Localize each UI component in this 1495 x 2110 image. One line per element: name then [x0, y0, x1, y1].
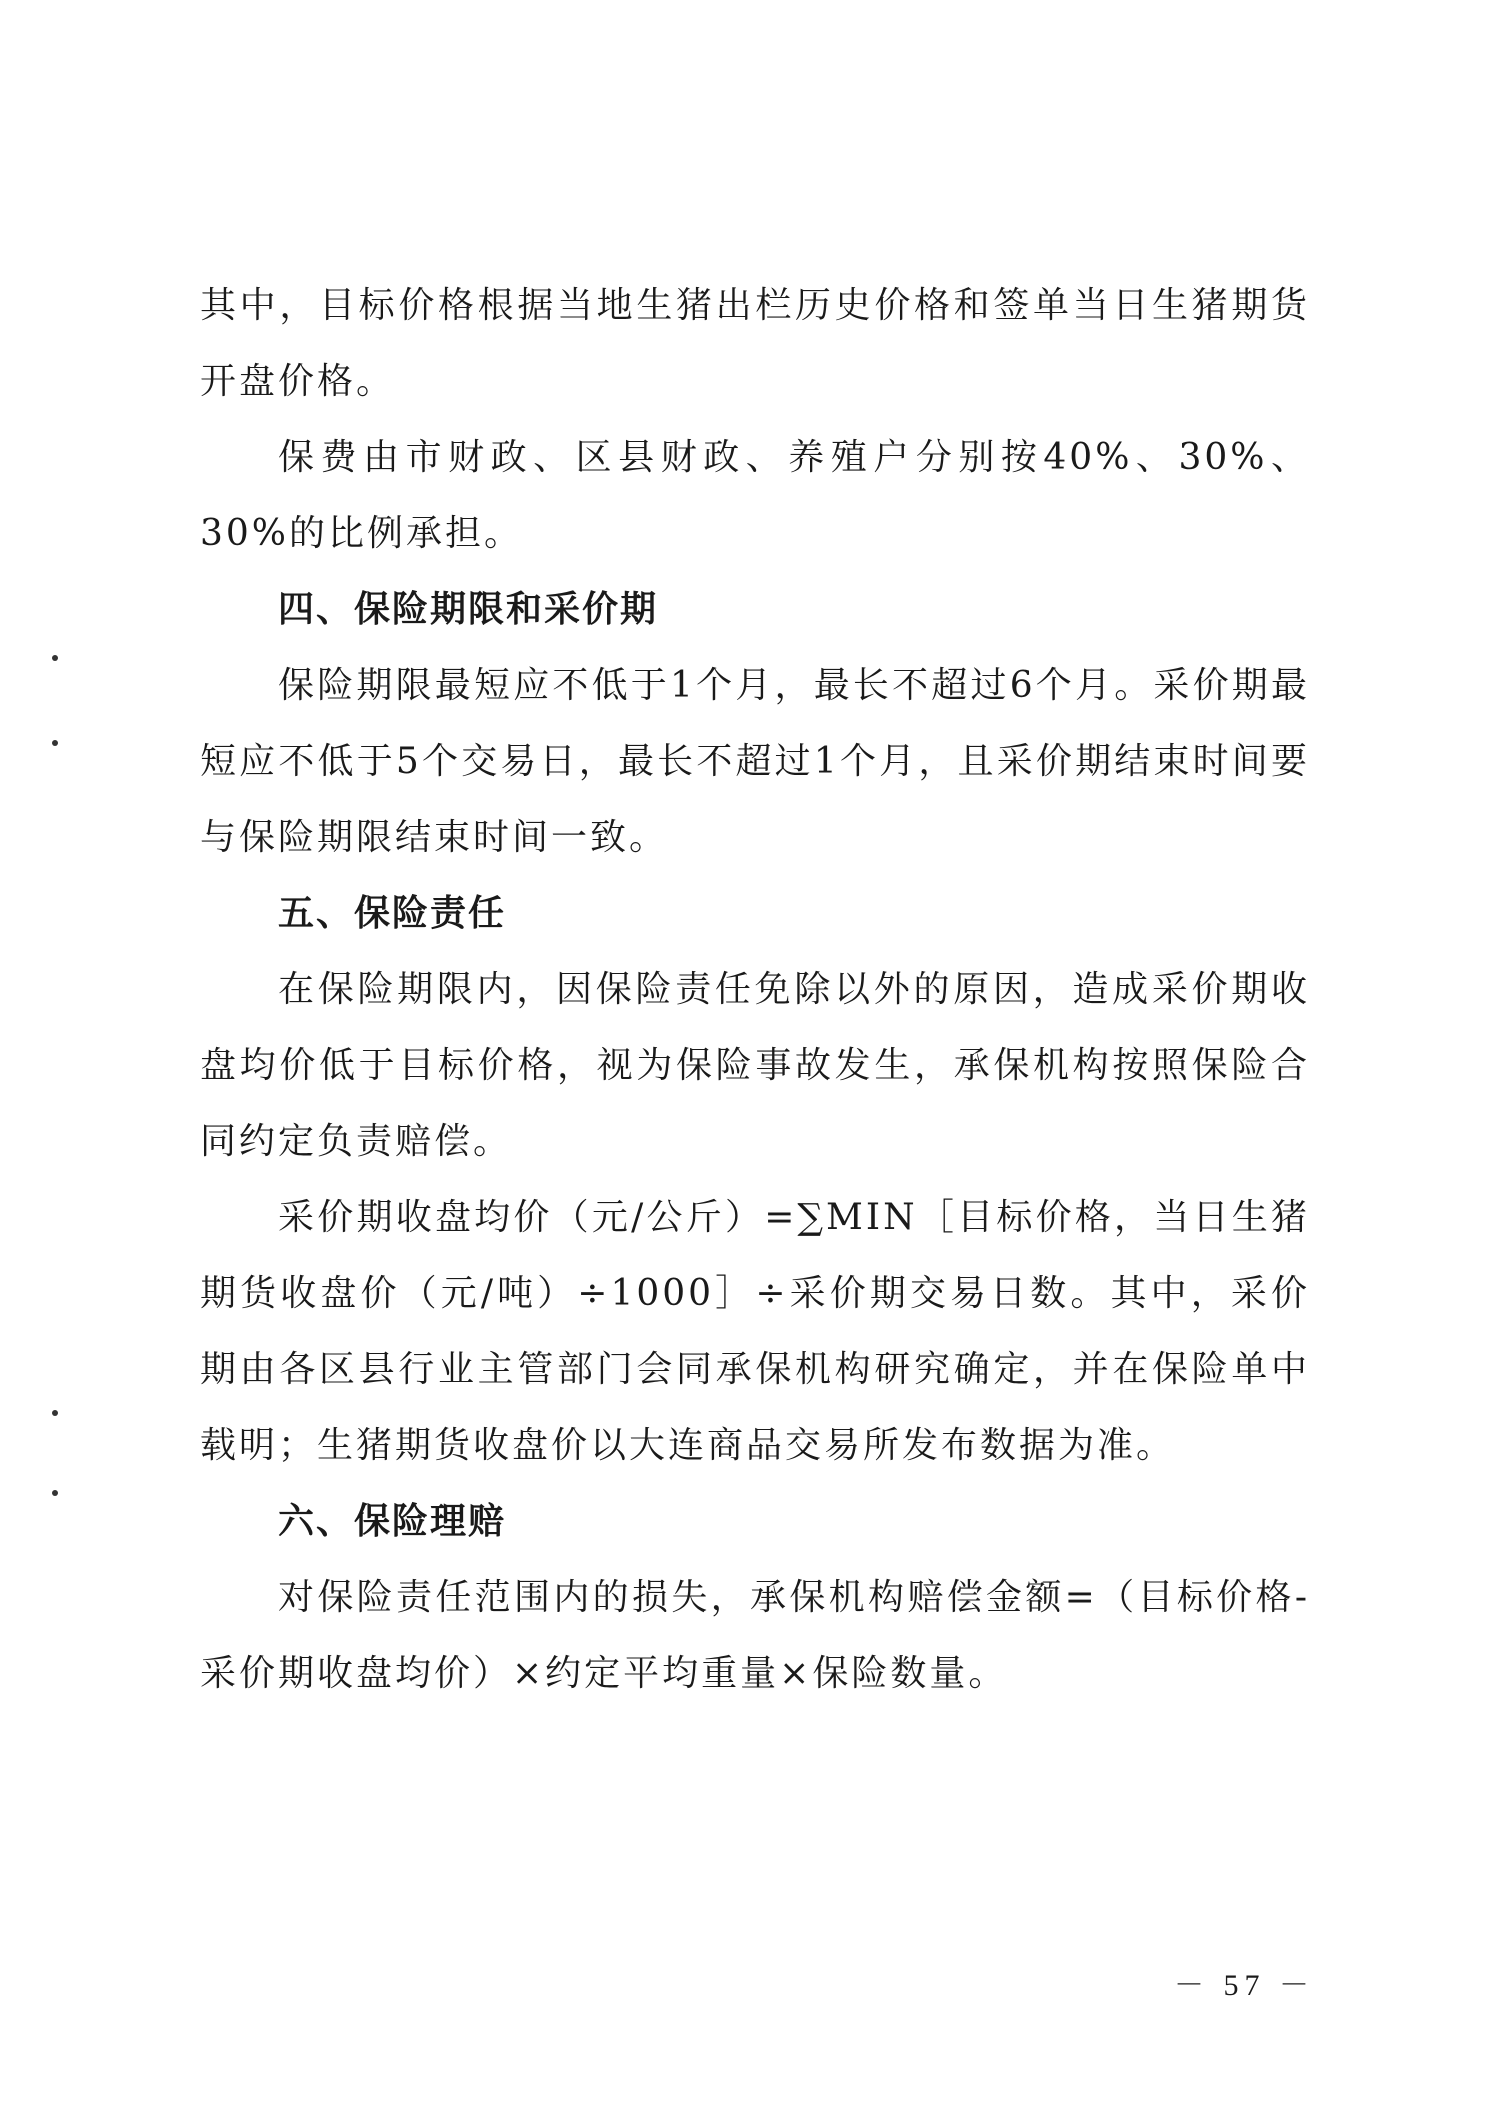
scan-margin-mark — [52, 740, 58, 746]
paragraph-liability: 在保险期限内，因保险责任免除以外的原因，造成采价期收盘均价低于目标价格，视为保险事故发生，承保机构按照保险合同约定负责赔偿。 — [200, 969, 1310, 1162]
section-heading-term-and-pricing-period: 四、保险期限和采价期 — [278, 589, 659, 630]
scan-margin-mark — [52, 1490, 58, 1496]
section-heading-liability: 五、保险责任 — [278, 893, 507, 934]
paragraph-average-price-formula: 采价期收盘均价（元/公斤）=∑MIN［目标价格，当日生猪期货收盘价（元/吨）÷1000］÷采价期交易日数。其中，采价期由各区县行业主管部门会同承保机构研究确定，并在保险单中载明；生猪期货收盘价以大连商品交易所发布数据为准。 — [200, 1197, 1310, 1466]
section-heading-claims: 六、保险理赔 — [278, 1501, 507, 1542]
scan-margin-mark — [52, 655, 58, 661]
paragraph-claims-formula: 对保险责任范围内的损失，承保机构赔偿金额=（目标价格-采价期收盘均价）×约定平均重量×保险数量。 — [200, 1577, 1310, 1694]
paragraph-target-price-basis: 其中，目标价格根据当地生猪出栏历史价格和签单当日生猪期货开盘价格。 — [200, 285, 1310, 402]
scan-margin-mark — [52, 1410, 58, 1416]
page-number: － 57 － — [1174, 1969, 1315, 2002]
document-body — [200, 268, 1310, 1712]
paragraph-premium-sharing: 保费由市财政、区县财政、养殖户分别按40%、30%、30%的比例承担。 — [200, 437, 1310, 554]
paragraph-term-and-pricing-period: 保险期限最短应不低于1个月，最长不超过6个月。采价期最短应不低于5个交易日，最长不超过1个月，且采价期结束时间要与保险期限结束时间一致。 — [200, 665, 1310, 858]
